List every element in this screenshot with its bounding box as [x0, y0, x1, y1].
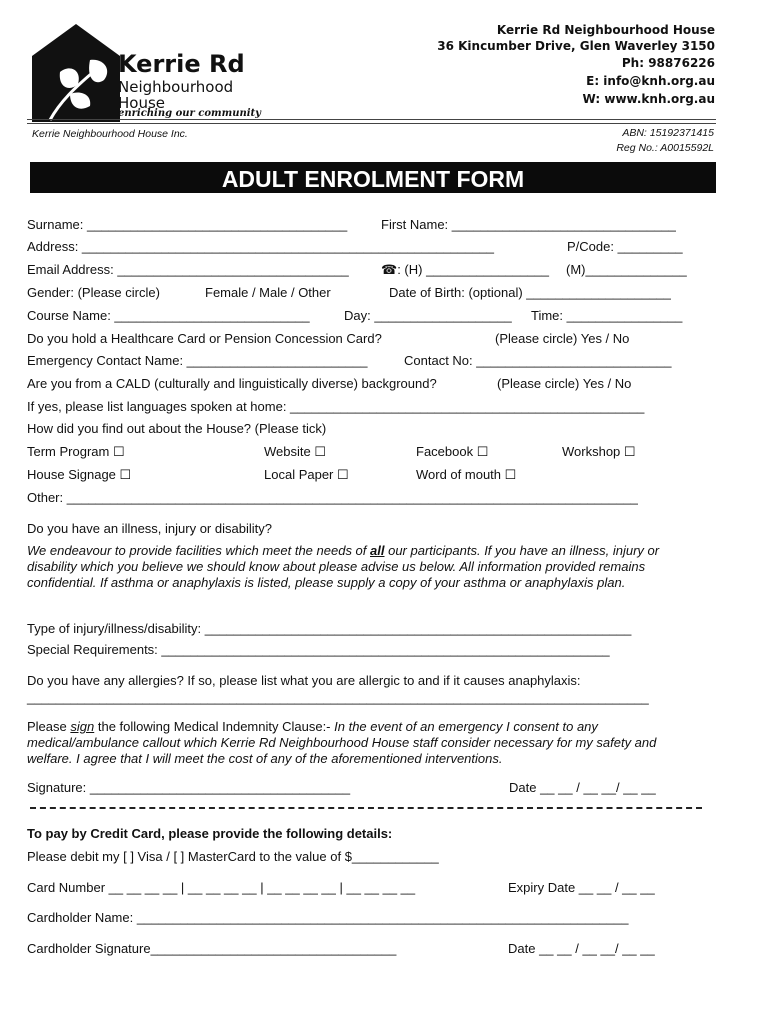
allergies-question: Do you have any allergies? If so, please list what you are allergic to and if it causes anaphylaxis: [27, 673, 581, 688]
cald-question: Are you from a CALD (culturally and linguistically diverse) background? [27, 376, 437, 391]
org-phone: Ph: 98876226 [621, 56, 715, 70]
signature-field[interactable]: Signature: ____________________________________ [27, 780, 351, 795]
org-web: W: www.knh.org.au [582, 92, 715, 106]
illness-note-all: all [370, 543, 385, 558]
course-name-field[interactable]: Course Name: ___________________________ [27, 308, 310, 323]
first-name-field[interactable]: First Name: _______________________________ [381, 217, 676, 232]
org-reg: Reg No.: A0015592L [616, 142, 714, 154]
logo-tagline: enriching our community [118, 108, 261, 119]
indemnity-sign: sign [70, 719, 95, 734]
debit-field[interactable]: Please debit my [ ] Visa / [ ] MasterCard to the value of $____________ [27, 849, 439, 864]
option-word-of-mouth[interactable]: Word of mouth ☐ [416, 467, 517, 482]
option-website[interactable]: Website ☐ [264, 444, 326, 459]
day-field[interactable]: Day: ___________________ [344, 308, 512, 323]
gender-options[interactable]: Female / Male / Other [205, 285, 331, 300]
logo [30, 22, 261, 122]
other-field[interactable]: Other: _______________________________________________________________________________ [27, 490, 638, 505]
injury-type-field[interactable]: Type of injury/illness/disability: ___________________________________________________________ [27, 621, 632, 636]
house-leaf-logo-icon [30, 22, 122, 124]
form-title: ADULT ENROLMENT FORM [221, 166, 525, 192]
payment-heading: To pay by Credit Card, please provide the following details: [27, 826, 393, 841]
special-requirements-field[interactable]: Special Requirements: ______________________________________________________________ [27, 642, 610, 657]
option-facebook[interactable]: Facebook ☐ [416, 444, 489, 459]
indemnity-clause-text: In the event of an emergency I consent to any medical/ambulance callout which Kerrie Rd Neighbourhood House staff consider necessary for my safety and welfare. I agree that I will meet the cost of any of the aforementioned interventions. [27, 719, 657, 766]
option-workshop[interactable]: Workshop ☐ [562, 444, 636, 459]
allergies-field[interactable]: ______________________________________________________________________________________ [27, 690, 649, 705]
contact-number-field[interactable]: Contact No: ___________________________ [404, 353, 672, 368]
logo-line-2: Neighbourhood [118, 78, 234, 96]
languages-field[interactable]: If yes, please list languages spoken at home: _________________________________________________ [27, 399, 645, 414]
address-field[interactable]: Address: _________________________________________________________ [27, 239, 495, 254]
option-local-paper[interactable]: Local Paper ☐ [264, 467, 349, 482]
expiry-date-field[interactable]: Expiry Date __ __ / __ __ [508, 880, 655, 895]
logo-line-1: Kerrie Rd [118, 50, 245, 78]
illness-note [27, 543, 697, 591]
emergency-contact-field[interactable]: Emergency Contact Name: _________________________ [27, 353, 368, 368]
option-house-signage[interactable]: House Signage ☐ [27, 467, 132, 482]
card-number-field[interactable]: Card Number __ __ __ __ | __ __ __ __ | __ __ __ __ | __ __ __ __ [27, 880, 416, 895]
org-abn: ABN: 15192371415 [622, 127, 714, 139]
surname-field[interactable]: Surname: ____________________________________ [27, 217, 348, 232]
postcode-field[interactable]: P/Code: _________ [567, 239, 683, 254]
signature-date-field[interactable]: Date __ __ / __ __/ __ __ [509, 780, 656, 795]
org-name: Kerrie Rd Neighbourhood House [496, 23, 715, 37]
header-rule-top [27, 119, 716, 120]
org-inc: Kerrie Neighbourhood House Inc. [32, 128, 188, 140]
org-address: 36 Kincumber Drive, Glen Waverley 3150 [437, 39, 715, 53]
cardholder-signature-field[interactable]: Cardholder Signature__________________________________ [27, 941, 397, 956]
cald-options[interactable]: (Please circle) Yes / No [497, 376, 632, 391]
phone-home-field[interactable]: ☎: (H) _________________ [381, 262, 549, 277]
logo-line-3: House [118, 94, 166, 112]
illness-note-part-a: We endeavour to provide facilities which meet the needs of [27, 543, 371, 558]
option-term-program[interactable]: Term Program ☐ [27, 444, 125, 459]
find-out-question: How did you find out about the House? (Please tick) [27, 421, 327, 436]
dashed-divider [30, 807, 702, 809]
gender-label: Gender: (Please circle) [27, 285, 160, 300]
healthcare-question: Do you hold a Healthcare Card or Pension Concession Card? [27, 331, 382, 346]
org-email: E: info@knh.org.au [586, 74, 715, 88]
payment-date-field[interactable]: Date __ __ / __ __/ __ __ [508, 941, 655, 956]
email-field[interactable]: Email Address: ________________________________ [27, 262, 349, 277]
illness-note-part-b: our participants. If you have an illness, injury or disability which you believe we should know about please advise us below. All information provided remains confidential. If asthma or anaphylaxis is listed, please supply a copy of your asthma or anaphylaxis plan. [27, 543, 660, 590]
healthcare-options[interactable]: (Please circle) Yes / No [495, 331, 630, 346]
indemnity-clause [27, 719, 697, 767]
header-rule-bottom [27, 123, 716, 124]
phone-mobile-field[interactable]: (M)______________ [566, 262, 687, 277]
dob-field[interactable]: Date of Birth: (optional) ____________________ [389, 285, 671, 300]
cardholder-name-field[interactable]: Cardholder Name: ____________________________________________________________________ [27, 910, 629, 925]
illness-question: Do you have an illness, injury or disability? [27, 521, 272, 536]
indemnity-rest: the following Medical Indemnity Clause:- [94, 719, 335, 734]
indemnity-please: Please [27, 719, 71, 734]
time-field[interactable]: Time: ________________ [531, 308, 683, 323]
